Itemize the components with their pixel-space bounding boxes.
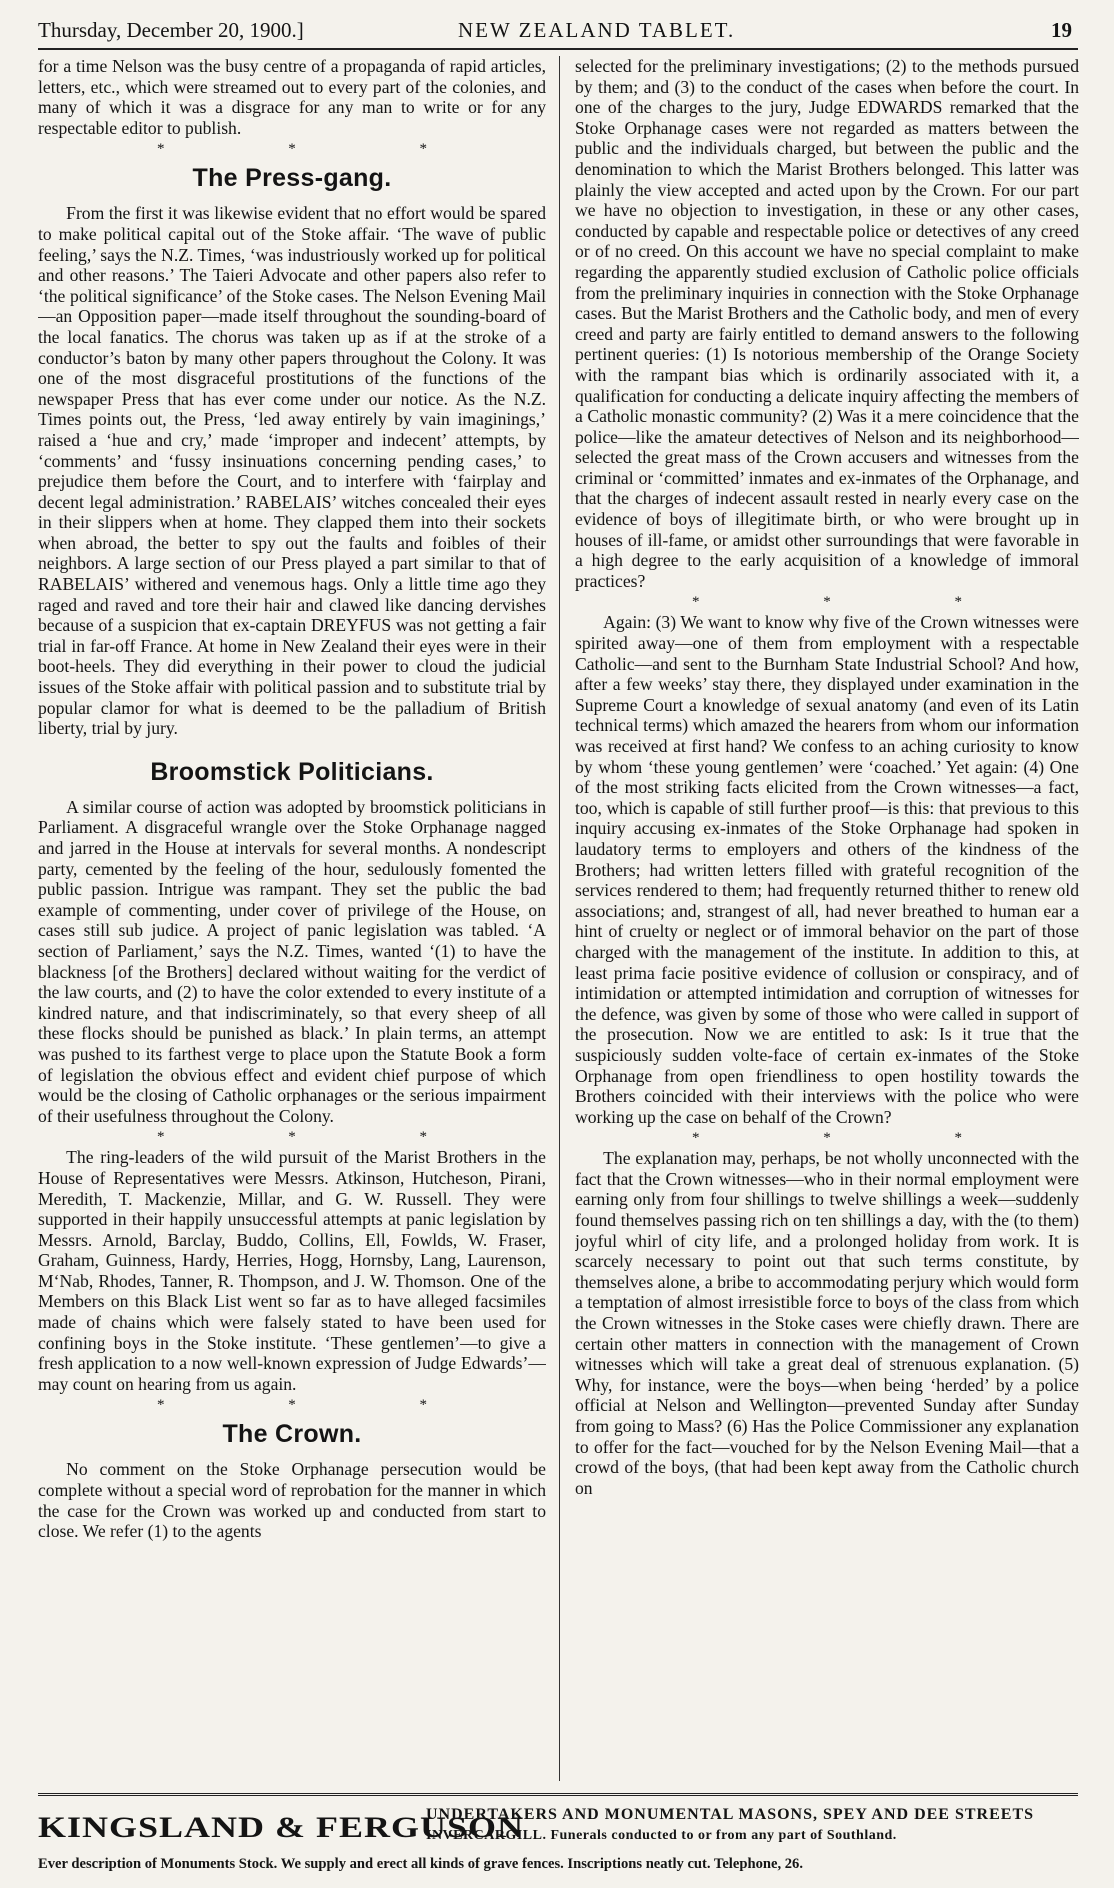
section-divider: * * *: [157, 1397, 487, 1414]
section-divider: * * *: [692, 1130, 1022, 1147]
queries-paragraph: Again: (3) We want to know why five of the Crown witnesses were spirited away—one of them from employment with a respectable Catholic—and sent to the Burnham State Industrial School? And how, after a few weeks’ stay there, they displayed under examination in the Supreme Court a knowledge of sexual anatomy (and even of its Latin technical terms) which amazed the hearers from whom our information was received at first hand? We confess to an aching curiosity to know by whom ‘these young gentlemen’ were ‘coached.’ Yet again: (4) One of the most striking facts elicited from the Crown witnesses—a fact, too, which is capable of still further proof—is this: that previous to this inquiry accusing ex-inmates of the Stoke Orphanage had spoken in laudatory terms to employers and others of the kindness of the Brothers; had written letters filled with grateful recognition of the services rendered to them; had frequently returned thither to renew old associations; and, strangest of all, had never breathed to human ear a hint of cruelty or neglect or of immoral behavior on the part of those charged with the management of the institute. In addition to this, at least prima facie positive evidence of collusion or conspiracy, and of intimidation or attempted intimidation and corruption of witnesses for the defence, was given by some of those who were called in support of the prosecution. Now we are entitled to ask: Is it true that the suspiciously sudden volte-face of certain ex-inmates of the Stoke Orphanage from open friendliness to open hostility towards the Brothers coincided with their interviews with the police who were working up the case on behalf of the Crown?: [575, 612, 1079, 1127]
page-number: 19: [1051, 18, 1072, 42]
ad-services-line: UNDERTAKERS AND MONUMENTAL MASONS, SPEY AND DEE STREETS: [426, 1806, 1035, 1823]
issue-date: Thursday, December 20, 1900.]: [38, 18, 304, 42]
crown-paragraph: No comment on the Stoke Orphanage persecution would be complete without a special word of reprobation for the manner in which the case for the Crown was worked up and conducted from start to close. We refer (1) to the agents: [38, 1459, 546, 1542]
ad-location-line: INVERCARGILL. Funerals conducted to or from any part of Southland.: [426, 1828, 897, 1843]
page-header: [38, 8, 1078, 50]
explanation-paragraph: The explanation may, perhaps, be not wholly unconnected with the fact that the Crown witnesses—who in their normal employment were earning only from four shillings to twelve shillings a week—suddenly found themselves passing rich on ten shillings a day, with the (to them) joyful whirl of city life, and a prolonged holiday from work. It is scarcely necessary to point out that such terms constitute, by themselves alone, a bribe to accommodating perjury which would form a temptation of almost irresistible force to boys of the class from which the Crown witnesses in the Stoke cases were chiefly drawn. There are certain other matters in connection with the management of Crown witnesses which will take a great deal of strenuous explanation. (5) Why, for instance, were the boys—when being ‘herded’ by a police official at Nelson and Wellington—prevented Sunday after Sunday from going to Mass? (6) Has the Police Commissioner any explanation to offer for the fact—vouched for by the Nelson Evening Mail—that a crowd of the boys, (that had been kept away from the Catholic church on: [575, 1148, 1079, 1498]
left-column: [38, 56, 546, 1781]
crown-continued-paragraph: selected for the preliminary investigations; (2) to the methods pursued by them; and (3) to the conduct of the cases when before the court. In one of the charges to the jury, Judge EDWARDS remarked that the Stoke Orphanage cases were not regarded as matters between the public and the individuals charged, but between the public and the denomination to which the Marist Brothers belonged. This latter was plainly the view accepted and acted upon by the Crown. For our part we have no objection to investigation, in these or any other cases, conducted by capable and respectable police or detectives of any creed or of no creed. On this account we have no special complaint to make regarding the apparently studied exclusion of Catholic police officials from the preliminary inquiries in connection with the Stoke Orphanage cases. But the Marist Brothers and the Catholic body, and men of every creed and party are fairly entitled to demand answers to the following pertinent queries: (1) Is notorious membership of the Orange Society with the rampant bias which is ordinarily associated with it, a qualification for conducting a delicate inquiry affecting the members of a Catholic monastic community? (2) Was it a mere coincidence that the police—like the amateur detectives of Nelson and its neighborhood—selected the great mass of the Crown accusers and witnesses from the criminal or ‘committed’ inmates and ex-inmates of the Orphanage, and that the charges of indecent assault rested in nearly every case on the evidence of boys of illegitimate birth, or who were brought up in houses of ill-fame, or amidst other surroundings that were favorable in a high degree to the early acquisition of a knowledge of immoral practices?: [575, 56, 1079, 591]
broomstick-paragraph: A similar course of action was adopted by broomstick politicians in Parliament. A disgraceful wrangle over the Stoke Orphanage nagged and jarred in the House at intervals for several months. A nondescript party, cemented by the feeling of the hour, sedulously fomented the public passion. Intrigue was rampant. They set the public the bad example of commenting, under cover of privilege of the House, on cases still sub judice. A project of panic legislation was tabled. ‘A section of Parliament,’ says the N.Z. Times, wanted ‘(1) to have the blackness [of the Brothers] declared without waiting for the verdict of the law courts, and (2) to have the color extended to every institute of a kindred nature, and that indiscriminately, so that every sheep of all these flocks should be punished as black.’ In plain terms, an attempt was pushed to its farthest verge to place upon the Statute Book a form of legislation the obvious effect and evident chief purpose of which would be the closing of Catholic orphanages or the serious impairment of their usefulness throughout the Colony.: [38, 796, 546, 1126]
section-divider: * * *: [692, 594, 1022, 611]
press-gang-paragraph: From the first it was likewise evident that no effort would be spared to make political capital out of the Stoke affair. ‘The wave of public feeling,’ says the N.Z. Times, ‘was industriously worked up for political and other reasons.’ The Taieri Advocate and other papers also refer to ‘the political significance’ of the Stoke cases. The Nelson Evening Mail—an Opposition paper—made itself throughout the sounding-board of the local fanatics. The chorus was taken up as if at the stroke of a conductor’s baton by many other papers throughout the Colony. It was one of the most disgraceful prostitutions of the functions of the newspaper Press that has ever come under our notice. As the N.Z. Times points out, the Press, ‘led away entirely by vain imaginings,’ raised a ‘hue and cry,’ made ‘improper and indecent’ attempts, by ‘comments’ and ‘fussy insinuations concerning pending cases,’ to prejudice them before the Court, and to interfere with ‘fairplay and decent legal administration.’ RABELAIS’ witches concealed their eyes in their slippers when at home. They clapped them into their sockets when abroad, the better to spy out the faults and foibles of their neighbors. A large section of our Press played a part similar to that of RABELAIS’ withered and venemous hags. Only a little time ago they raged and raved and tore their hair and clawed like dancing dervishes because of a suspicion that ex-captain DREYFUS was not getting a fair trial in far-off France. At home in New Zealand their eyes were in their boot-heels. They did everything in their power to cloud the judicial issues of the Stoke affair with political passion and to substitute trial by popular clamor for what is deemed to be the palladium of British liberty, trial by jury.: [38, 203, 546, 739]
section-divider: * * *: [157, 141, 487, 158]
masthead-title: NEW ZEALAND TABLET.: [458, 18, 736, 42]
intro-paragraph: for a time Nelson was the busy centre of a propaganda of rapid articles, letters, etc., which were streamed out to every part of the colonies, and many of which it was a disgrace for any man to write or for any respectable editor to publish.: [38, 56, 546, 138]
heading-broomstick-politicians: Broomstick Politicians.: [150, 757, 434, 786]
heading-press-gang: The Press-gang.: [192, 164, 392, 193]
ad-details-line: Ever description of Monuments Stock. We supply and erect all kinds of grave fences. Inscriptions neatly cut. Telephone, 26.: [38, 1856, 803, 1872]
column-rule: [559, 56, 560, 1781]
ringleaders-paragraph: The ring-leaders of the wild pursuit of the Marist Brothers in the House of Representatives were Messrs. Atkinson, Hutcheson, Pirani, Meredith, T. Mackenzie, Millar, and G. W. Russell. They were supported in their happily unsuccessful attempts at panic legislation by Messrs. Arnold, Barclay, Buddo, Collins, Ell, Fowlds, W. Fraser, Graham, Guinness, Hardy, Herries, Hogg, Hornsby, Lang, Laurenson, M‘Nab, Rhodes, Tanner, R. Thompson, and J. W. Thomson. One of the Members on this Black List went so far as to have alleged facsimiles made of chains which were falsely stated to have been used for confining boys in the Stoke institute. ‘These gentlemen’—to give a fresh application to a now well-known expression of Judge Edwards’—may count on hearing from us again.: [38, 1147, 546, 1394]
advertisement-banner: [38, 1793, 1078, 1886]
right-column: [575, 56, 1079, 1781]
advertiser-name: KINGSLAND & FERGUSON: [38, 1810, 525, 1844]
section-divider: * * *: [157, 1129, 487, 1146]
heading-the-crown: The Crown.: [222, 1420, 362, 1449]
